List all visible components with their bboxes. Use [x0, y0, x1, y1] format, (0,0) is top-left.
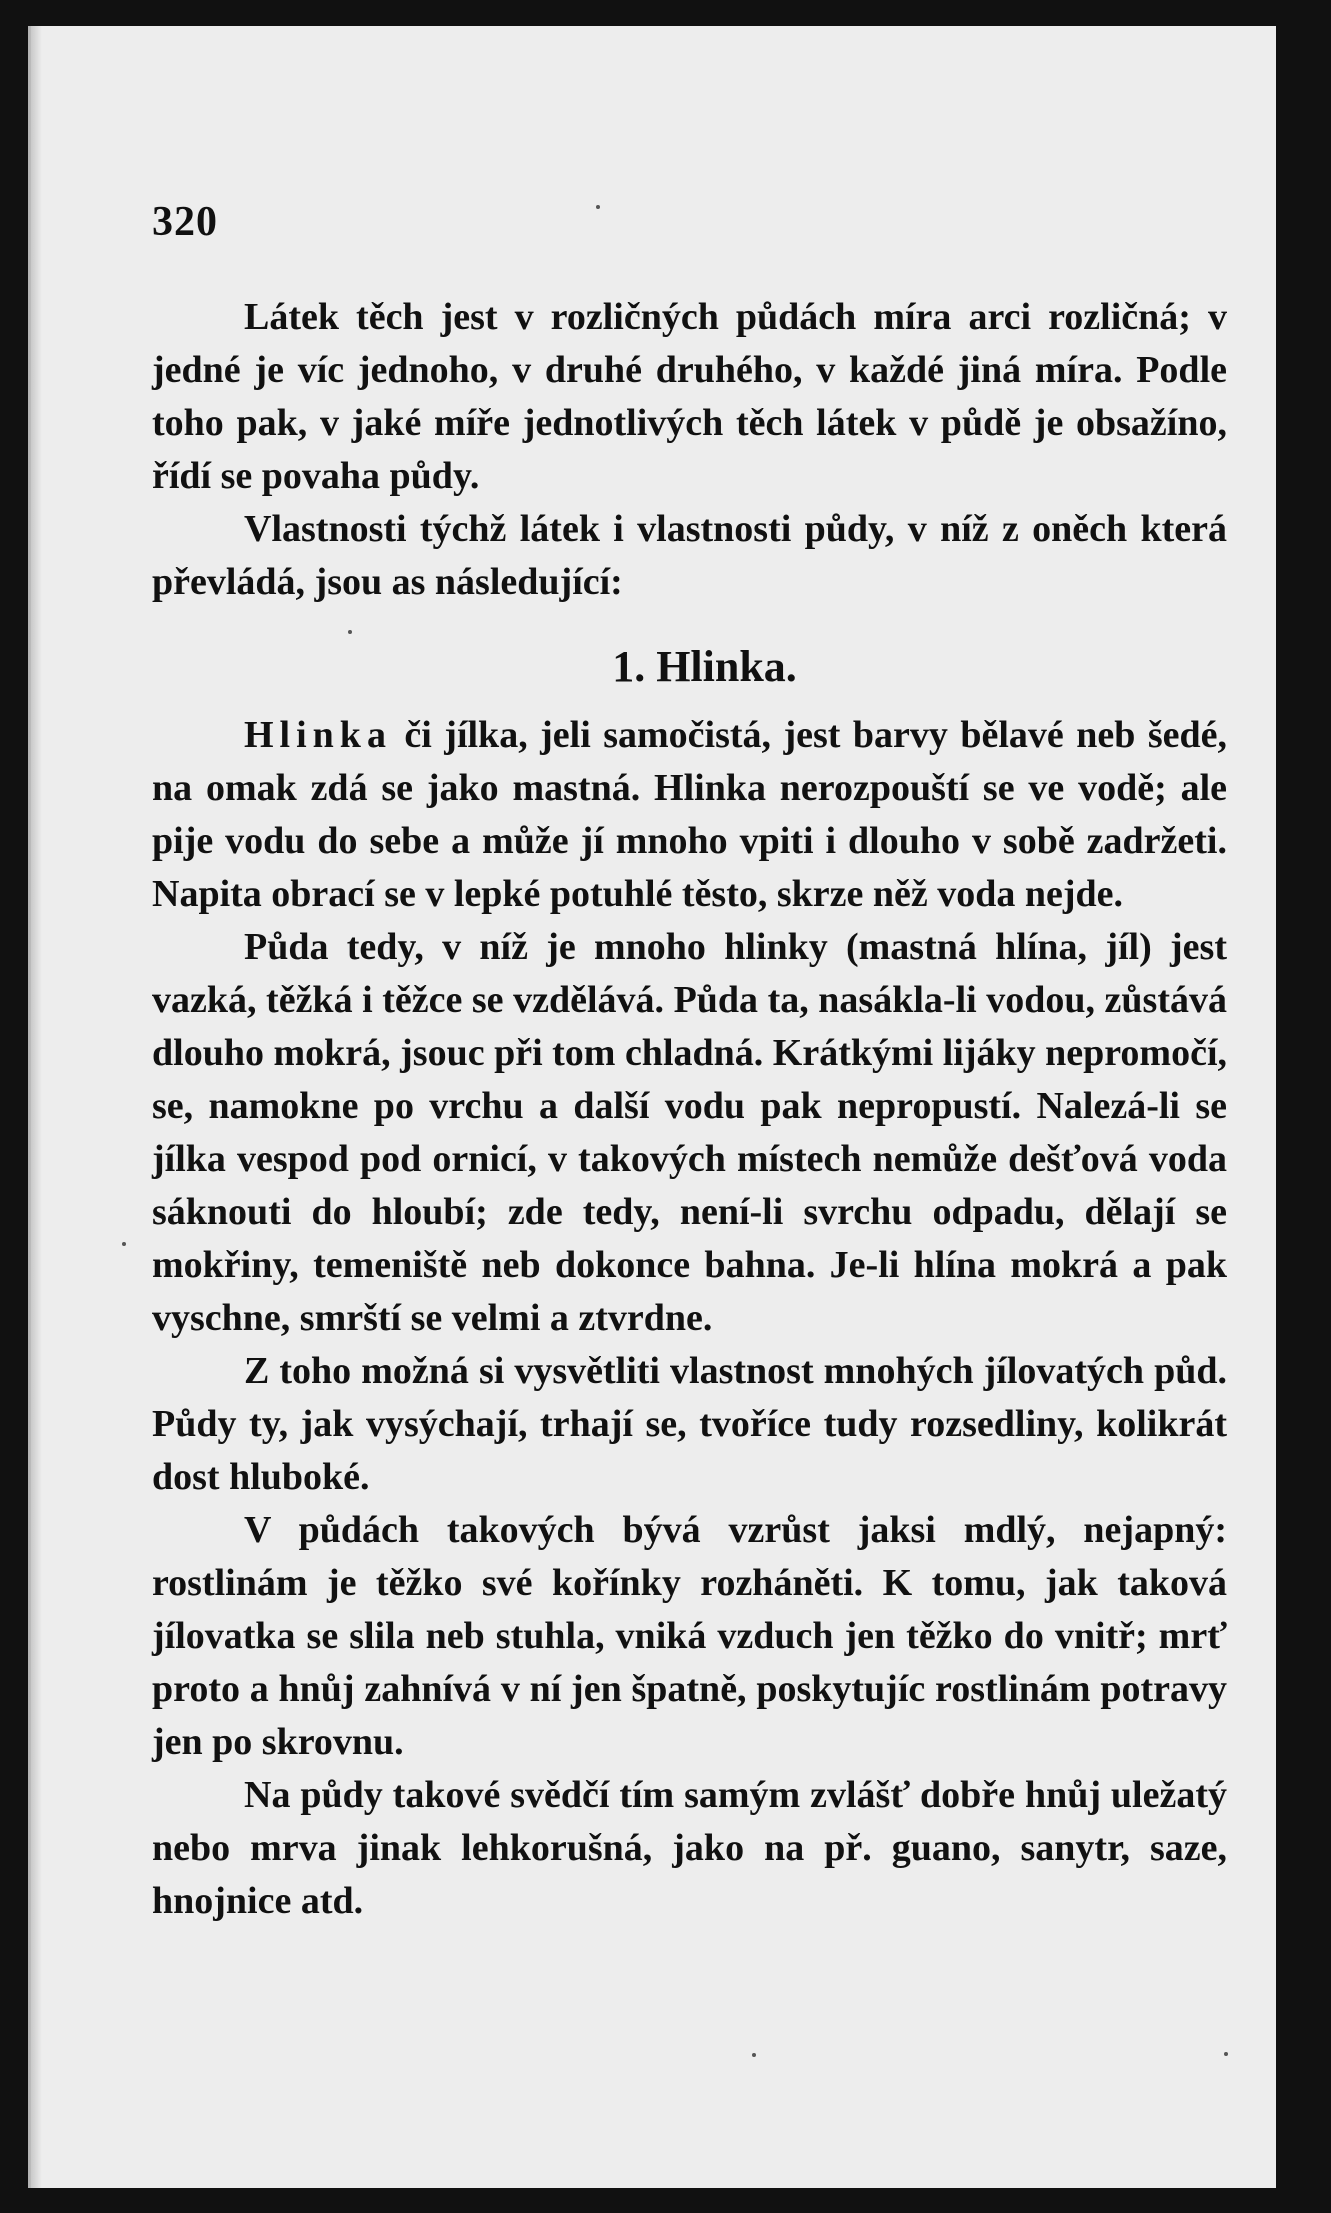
page-gutter-shadow	[28, 26, 42, 2188]
paragraph-substance-amounts: Látek těch jest v rozličných půdách míra arci rozličná; v jedné je víc jednoho, v druhé druhého, v každé jiná míra. Podle toho pak, v jaké míře jednotlivých těch látek v půdě je obsažíno, řídí se povaha půdy.	[152, 296, 1227, 497]
scan-speck	[348, 630, 352, 634]
paragraph-properties-intro: Vlastnosti týchž látek i vlastnosti půdy, v níž z oněch která převládá, jsou as následující:	[152, 508, 1227, 603]
paragraph-cracking: Z toho možná si vysvětliti vlastnost mnohých jílovatých půd. Půdy ty, jak vysýchají, trhají se, tvoříce tudy rozsedliny, kolikrát dost hluboké.	[152, 1350, 1227, 1498]
page-body	[152, 291, 1227, 1928]
paragraph-clay-soil: Půda tedy, v níž je mnoho hlinky (mastná hlína, jíl) jest vazká, těžká i těžce se vzdělává. Půda ta, nasákla-li vodou, zůstává dlouho mokrá, jsouc při tom chladná. Krátkými lijáky nepromočí, se, namokne po vrchu a další vodu pak nepropustí. Nalezá-li se jílka vespod pod ornicí, v takových místech nemůže dešťová voda sáknouti do hloubí; zde tedy, není-li svrchu odpadu, dělají se mokřiny, temeniště neb dokonce bahna. Je-li hlína mokrá a pak vyschne, smrští se velmi a ztvrdne.	[152, 926, 1227, 1339]
section-heading: 1. Hlinka.	[612, 642, 797, 691]
scan-speck	[596, 205, 600, 209]
paragraph-growth: V půdách takových bývá vzrůst jaksi mdlý, nejapný: rostlinám je těžko své kořínky rozháněti. K tomu, jak taková jílovatka se slila neb stuhla, vniká vzduch jen těžko do vnitř; mrť proto a hnůj zahnívá v ní jen špatně, poskytujíc rostlinám potravy jen po skrovnu.	[152, 1509, 1227, 1763]
clay-description-text: či jílka, jeli samočistá, jest barvy bělavé neb šedé, na omak zdá se jako mastná. Hlinka nerozpouští se ve vodě; ale pije vodu do sebe a může jí mnoho vpiti i dlouho v sobě zadržeti. Napita obrací se v lepké potuhlé těsto, skrze něž voda nejde.	[152, 714, 1227, 915]
scan-speck	[752, 2053, 756, 2057]
scan-speck	[122, 1242, 126, 1246]
clay-lead-word: Hlinka	[244, 714, 392, 756]
paragraph-clay-description	[152, 709, 1227, 921]
paragraph-fertilizer: Na půdy takové svědčí tím samým zvlášť dobře hnůj uležatý nebo mrva jinak lehkorušná, jako na př. guano, sanytr, saze, hnojnice atd.	[152, 1774, 1227, 1922]
page-number: 320	[152, 199, 218, 245]
scan-speck	[1224, 2052, 1228, 2056]
